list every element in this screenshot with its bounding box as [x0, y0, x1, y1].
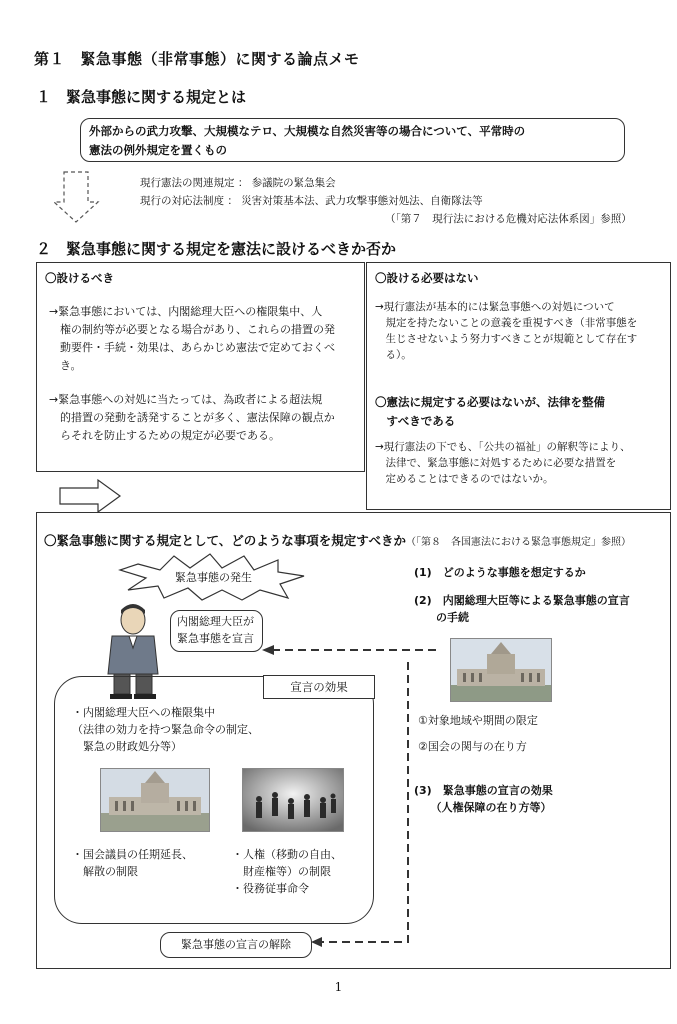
not-needed-point-1: →現行憲法が基本的には緊急事態への対処について 規定を持たないことの意義を重視すべき（非常事態を 生じさせないよう努力すべきことが規範として存在す る）。 [375, 301, 638, 361]
question-2-item-1: ①対象地域や期間の限定 [418, 714, 538, 727]
question-3: (3) 緊急事態の宣言の効果 （人権保障の在り方等） [414, 784, 553, 814]
question-2: (2) 内閣総理大臣等による緊急事態の宣言 の手続 [414, 594, 630, 624]
provisions-heading: 〇緊急事態に関する規定として、どのような事項を規定すべきか [44, 533, 407, 548]
definition-box: 外部からの武力攻撃、大規模なテロ、大規模な自然災害等の場合について、平常時の 憲法の例外規定を置くもの [80, 118, 625, 162]
reference-note-7: （「第７ 現行法における危機対応法体系図」参照） [385, 213, 632, 225]
section-1-heading: １ 緊急事態に関する規定とは [36, 88, 247, 106]
related-provision-label: 現行憲法の関連規定 ： [140, 177, 249, 189]
diet-building-photo-2 [450, 638, 552, 702]
section-2-heading: ２ 緊急事態に関する規定を憲法に設けるべきか否か [36, 240, 397, 258]
declaration-box: 内閣総理大臣が 緊急事態を宣言 [170, 610, 263, 652]
law-instead-heading: 〇憲法に規定する必要はないが、法律を整備 すべきである [375, 395, 605, 428]
law-instead-point-1: →現行憲法の下でも、「公共の福祉」の解釈等により、 法律で、緊急事態に対処するために必要な措置を 定めることはできるのではないか。 [375, 441, 631, 485]
question-1: (1) どのような事態を想定するか [414, 566, 586, 579]
page-number: 1 [334, 980, 343, 994]
question-2-item-2: ②国会の関与の在り方 [418, 740, 527, 753]
declaration-release-box: 緊急事態の宣言の解除 [160, 932, 312, 958]
should-establish-point-1: →緊急事態においては、内閣総理大臣への権限集中、人 権の制約等が必要となる場合があり、これらの措置の発 動要件・手続・効果は、あらかじめ憲法で定めておくべ き。 [49, 305, 335, 372]
related-provision-value: 参議院の緊急集会 [251, 177, 336, 189]
reference-note-8: （「第８ 各国憲法における緊急事態規定」参照） [406, 537, 632, 548]
rights-restriction-text: ・人権（移動の自由、 財産権等）の制限 ・役務従事命令 [232, 848, 342, 895]
current-laws-label: 現行の対応法制度 ： [140, 195, 238, 207]
not-needed-heading: 〇設ける必要はない [375, 271, 479, 285]
emergency-occurrence-label: 緊急事態の発生 [175, 571, 252, 584]
power-concentration-text: ・内閣総理大臣への権限集中 （法律の効力を持つ緊急命令の制定、 緊急の財政処分等） [72, 706, 259, 753]
effects-label: 宣言の効果 [263, 675, 375, 699]
diet-term-extension-text: ・国会議員の任期延長、 解散の制限 [72, 848, 193, 878]
should-establish-point-2: →緊急事態への対処に当たっては、為政者による超法規 的措置の発動を誘発することが多く、憲法保障の観点か らそれを防止するための規定が必要である。 [49, 393, 335, 442]
should-establish-heading: 〇設けるべき [45, 271, 114, 285]
document-title: 第１ 緊急事態（非常事態）に関する論点メモ [34, 50, 360, 68]
current-laws-value: 災害対策基本法、武力攻撃事態対処法、自衛隊法等 [241, 195, 483, 207]
